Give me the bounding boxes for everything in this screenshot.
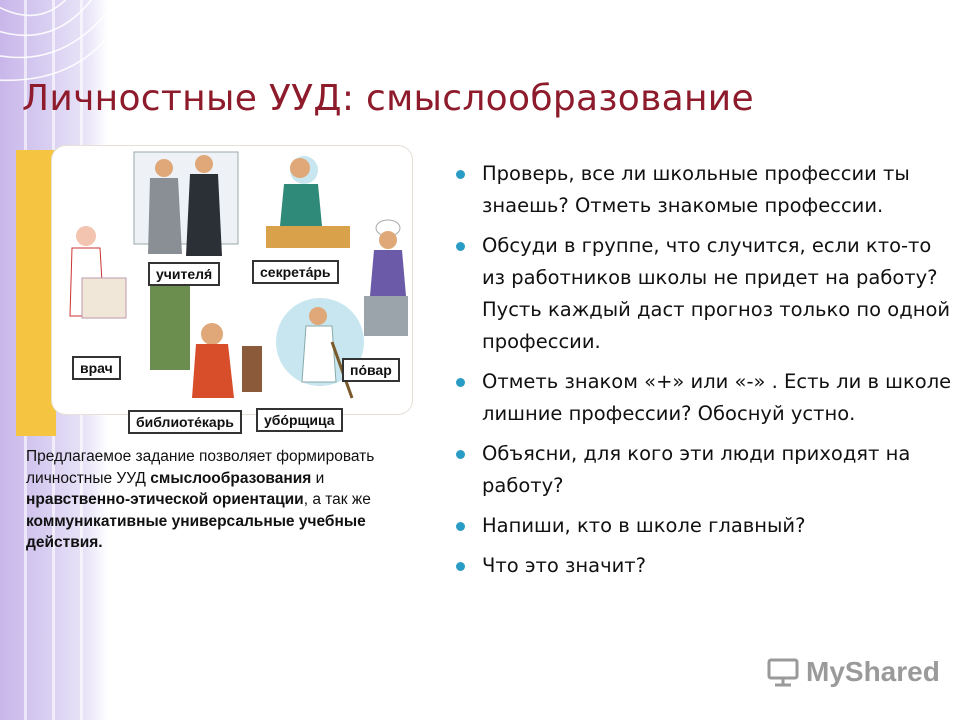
bullet-item	[456, 366, 952, 430]
bullet-text: Объясни, для кого эти люди приходят на работу?	[482, 442, 911, 497]
desc-text: , а так же	[303, 491, 371, 508]
bullet-item	[456, 550, 952, 582]
label-cleaner: убо́рщица	[256, 408, 343, 432]
slide-title: Личностные УУД: смыслообразование	[22, 78, 754, 119]
label-teachers: учителя́	[148, 262, 220, 286]
bullet-text: Обсуди в группе, что случится, если кто-то из работников школы не придет на работу? Пусть каждый даст прогноз только по одной профессии.	[482, 234, 951, 353]
bullet-text: Напиши, кто в школе главный?	[482, 514, 806, 537]
desc-text: и	[311, 469, 325, 487]
bullet-item	[456, 230, 952, 358]
bullet-dot-icon	[456, 170, 465, 179]
bullet-item	[456, 510, 952, 542]
presentation-icon	[766, 657, 800, 687]
bullet-text: Проверь, все ли школьные профессии ты знаешь? Отметь знакомые профессии.	[482, 162, 910, 217]
yellow-block	[16, 150, 56, 436]
bullet-dot-icon	[456, 242, 465, 251]
bullet-text: Отметь знаком «+» или «-» . Есть ли в школе лишние профессии? Обоснуй устно.	[482, 370, 952, 425]
desc-bold: коммуникативные универсальные учебные действия.	[26, 512, 366, 551]
bullet-dot-icon	[456, 378, 465, 387]
label-doctor: врач	[72, 356, 121, 380]
task-description	[26, 446, 406, 554]
desc-bold: нравственно-этической ориентации	[26, 491, 304, 508]
professions-illustration	[16, 146, 412, 436]
bullet-dot-icon	[456, 450, 465, 459]
desc-bold: смыслообразования	[150, 469, 312, 487]
desc-text: Предлагаемое задание позволяет формировать личностные УУД	[26, 448, 375, 487]
label-secretary: секрета́рь	[252, 260, 339, 284]
bullet-text: Что это значит?	[482, 554, 647, 577]
watermark-text: MyShared	[806, 656, 940, 687]
bullet-dot-icon	[456, 522, 465, 531]
label-cook: по́вар	[342, 358, 400, 382]
label-librarian: библиоте́карь	[128, 410, 242, 434]
bullet-dot-icon	[456, 562, 465, 571]
bullet-item	[456, 438, 952, 502]
bullet-item	[456, 158, 952, 222]
watermark	[766, 656, 940, 688]
task-bullet-list	[456, 158, 952, 590]
